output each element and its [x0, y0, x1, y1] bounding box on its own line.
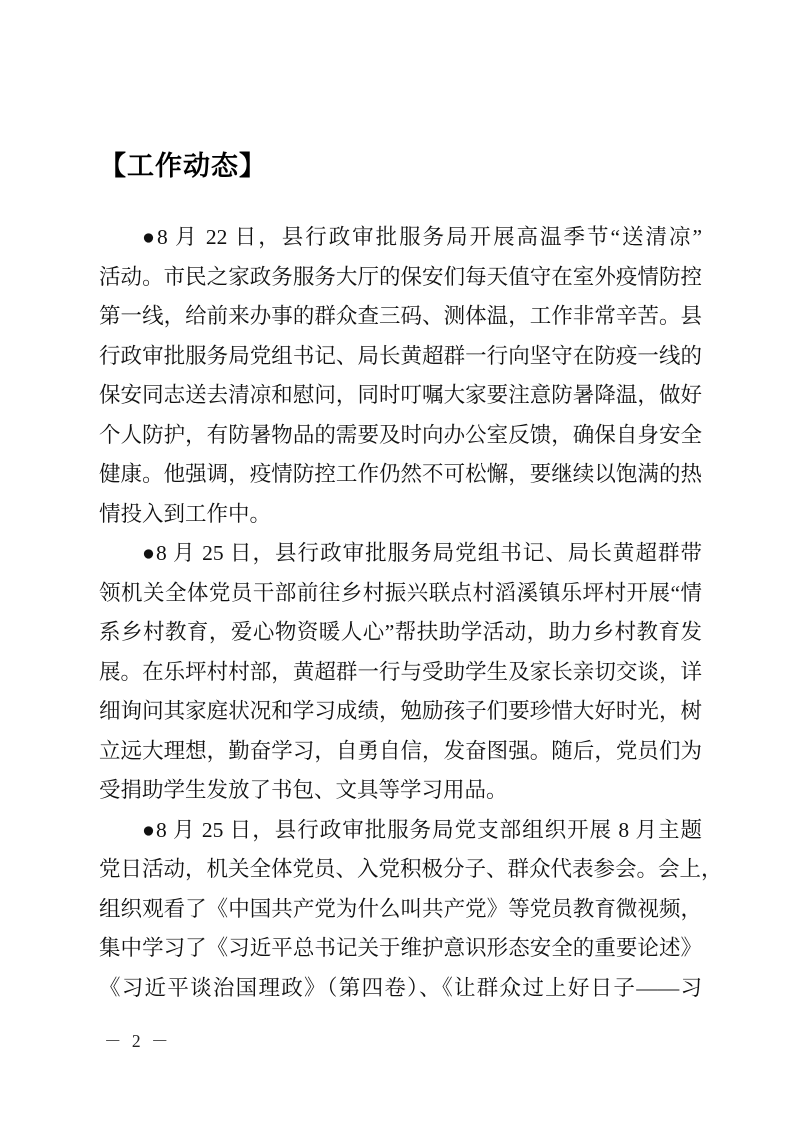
text-line: 立远大理想，勤奋学习，自勇自信，发奋图强。随后，党员们为 — [99, 738, 702, 763]
paragraph — [99, 534, 702, 811]
text-line: 行政审批服务局党组书记、局长黄超群一行向坚守在防疫一线的 — [99, 343, 702, 368]
text-line: 系乡村教育，爱心物资暖人心”帮扶助学活动，助力乡村教育发 — [99, 620, 702, 644]
text-line: 细询问其家庭状况和学习成绩，勉励孩子们要珍惜大好时光，树 — [99, 699, 702, 723]
section-heading: 【工作动态】 — [99, 151, 267, 181]
text-line: 情投入到工作中。 — [99, 501, 272, 526]
text-line: 集中学习了《习近平总书记关于维护意识形态安全的重要论述》 — [99, 936, 702, 960]
paragraph — [99, 218, 702, 534]
paragraph — [99, 811, 723, 1009]
text-line: ●8 月 25 日，县行政审批服务局党组书记、局长黄超群带 — [142, 541, 702, 565]
text-line: 保安同志送去清凉和慰问，同时叮嘱大家要注意防暑降温，做好 — [99, 383, 702, 407]
text-line: 个人防护，有防暑物品的需要及时向办公室反馈，确保自身安全 — [99, 422, 702, 447]
text-line: 活动。市民之家政务服务大厅的保安们每天值守在室外疫情防控 — [99, 264, 702, 289]
text-line: 第一线，给前来办事的群众查三码、测体温，工作非常辛苦。县 — [99, 304, 702, 328]
text-line: 领机关全体党员干部前往乡村振兴联点村滔溪镇乐坪村开展“情 — [99, 580, 702, 605]
text-line: 展。在乐坪村村部，黄超群一行与受助学生及家长亲切交谈，详 — [99, 659, 702, 684]
text-line: ●8 月 22 日，县行政审批服务局开展高温季节“送清凉” — [142, 225, 702, 249]
text-line: 《习近平谈治国理政》（第四卷）、《让群众过上好日子——习 — [99, 975, 702, 1000]
document-body — [99, 218, 723, 1008]
page-number: － 2 － — [104, 1031, 172, 1051]
text-line: ●8 月 25 日，县行政审批服务局党支部组织开展 8 月主题 — [142, 817, 702, 842]
text-line: 组织观看了《中国共产党为什么叫共产党》等党员教育微视频， — [99, 896, 702, 921]
text-line: 党日活动，机关全体党员、入党积极分子、群众代表参会。会上， — [99, 857, 723, 881]
text-line: 受捐助学生发放了书包、文具等学习用品。 — [99, 778, 508, 802]
text-line: 健康。他强调，疫情防控工作仍然不可松懈，要继续以饱满的热 — [99, 462, 702, 486]
